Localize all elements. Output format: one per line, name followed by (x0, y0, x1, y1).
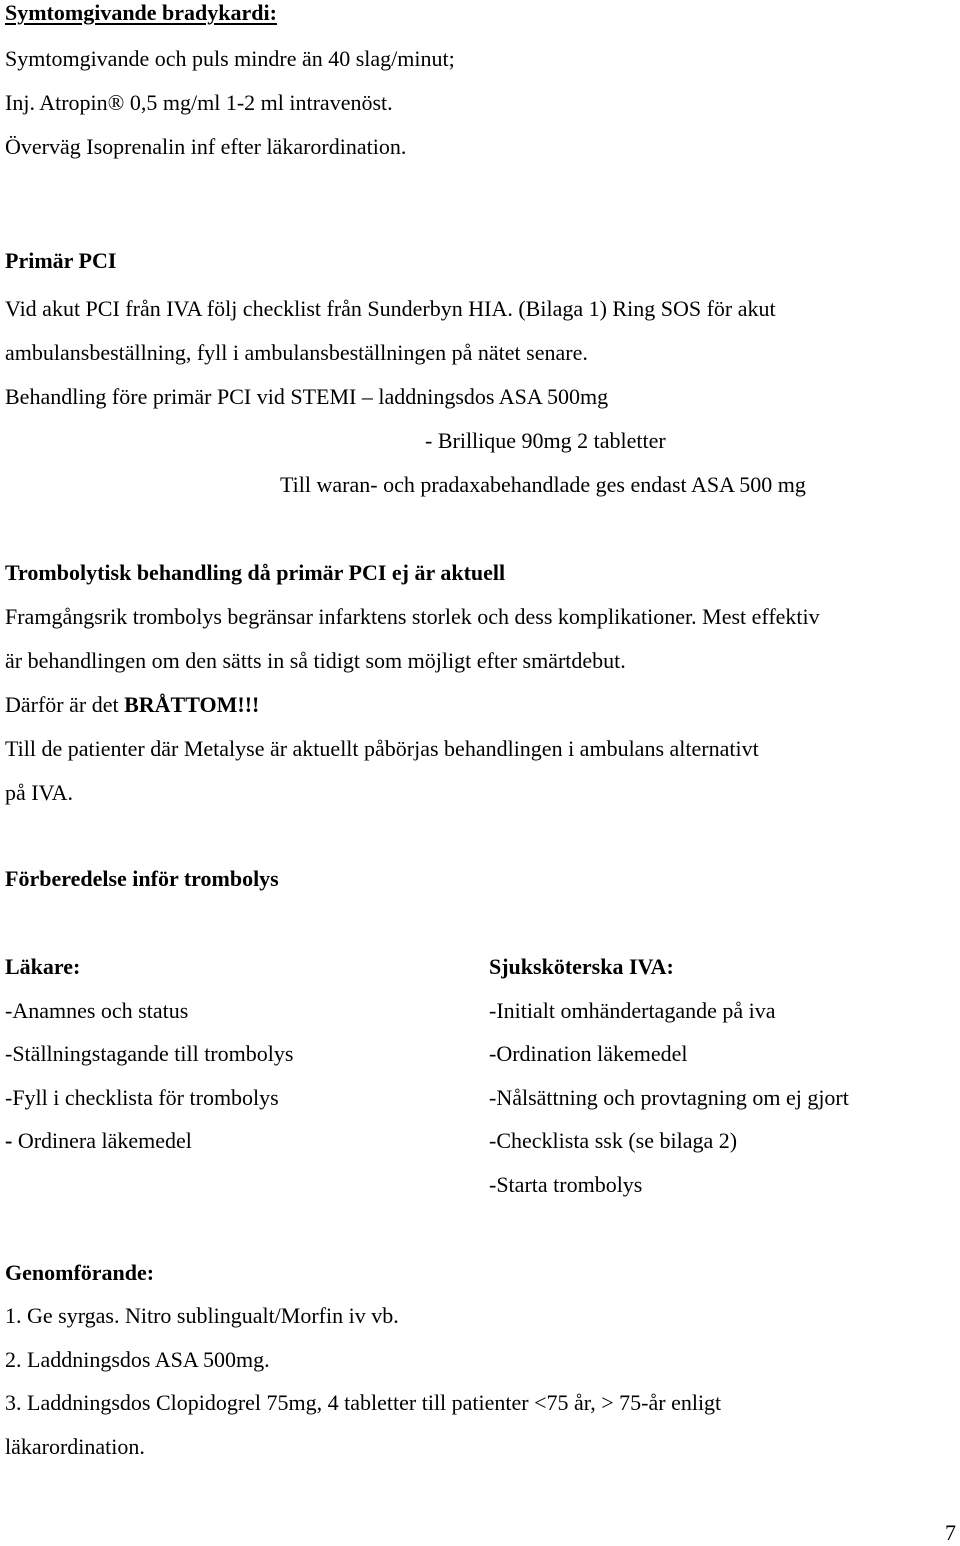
genomforande-step: läkarordination. (5, 1434, 145, 1459)
primar-pci-line: Behandling före primär PCI vid STEMI – laddningsdos ASA 500mg (5, 384, 609, 409)
page-number: 7 (945, 1520, 956, 1545)
primar-pci-line: - Brillique 90mg 2 tabletter (425, 428, 666, 453)
bradykardi-line: Överväg Isoprenalin inf efter läkarordination. (5, 134, 407, 159)
lakare-item: -Fyll i checklista för trombolys (5, 1085, 279, 1110)
lakare-item-dash: - (5, 1128, 13, 1153)
bradykardi-line: Symtomgivande och puls mindre än 40 slag/minut; (5, 46, 455, 71)
ssk-heading: Sjuksköterska IVA: (489, 954, 674, 979)
brattom-emphasis: BRÅTTOM!!! (124, 692, 260, 717)
lakare-heading: Läkare: (5, 954, 81, 979)
trombolytisk-line: Framgångsrik trombolys begränsar infarktens storlek och dess komplikationer. Mest effektiv (5, 604, 820, 629)
primar-pci-line: Till waran- och pradaxabehandlade ges endast ASA 500 mg (280, 472, 806, 497)
lakare-item: -Ställningstagande till trombolys (5, 1041, 294, 1066)
lakare-item-text: Ordinera läkemedel (12, 1128, 192, 1153)
ssk-item: -Initialt omhändertagande på iva (489, 998, 776, 1023)
trombolytisk-line: är behandlingen om den sätts in så tidigt som möjligt efter smärtdebut. (5, 648, 626, 673)
bradykardi-line: Inj. Atropin® 0,5 mg/ml 1-2 ml intravenöst. (5, 90, 393, 115)
ssk-item: -Starta trombolys (489, 1172, 643, 1197)
lakare-item (5, 1128, 192, 1154)
primar-pci-line: Vid akut PCI från IVA följ checklist från Sunderbyn HIA. (Bilaga 1) Ring SOS för akut (5, 296, 776, 321)
ssk-item: -Nålsättning och provtagning om ej gjort (489, 1085, 849, 1110)
genomforande-step: 3. Laddningsdos Clopidogrel 75mg, 4 tabletter till patienter <75 år, > 75-år enligt (5, 1390, 722, 1415)
trombolytisk-line: Till de patienter där Metalyse är aktuellt påbörjas behandlingen i ambulans alternativt (5, 736, 759, 761)
ssk-item: -Checklista ssk (se bilaga 2) (489, 1128, 738, 1153)
brattom-prefix: Därför är det (5, 692, 125, 717)
bradykardi-heading: Symtomgivande bradykardi: (5, 0, 277, 25)
forberedelse-heading: Förberedelse inför trombolys (5, 866, 279, 891)
primar-pci-heading: Primär PCI (5, 248, 117, 273)
primar-pci-line: ambulansbeställning, fyll i ambulansbeställningen på nätet senare. (5, 340, 588, 365)
trombolytisk-heading: Trombolytisk behandling då primär PCI ej är aktuell (5, 560, 506, 585)
genomforande-step: 1. Ge syrgas. Nitro sublingualt/Morfin iv vb. (5, 1303, 399, 1328)
lakare-item: -Anamnes och status (5, 998, 189, 1023)
genomforande-step: 2. Laddningsdos ASA 500mg. (5, 1347, 270, 1372)
brattom-line (5, 692, 259, 718)
ssk-item: -Ordination läkemedel (489, 1041, 688, 1066)
genomforande-heading: Genomförande: (5, 1260, 155, 1285)
trombolytisk-line: på IVA. (5, 780, 74, 805)
